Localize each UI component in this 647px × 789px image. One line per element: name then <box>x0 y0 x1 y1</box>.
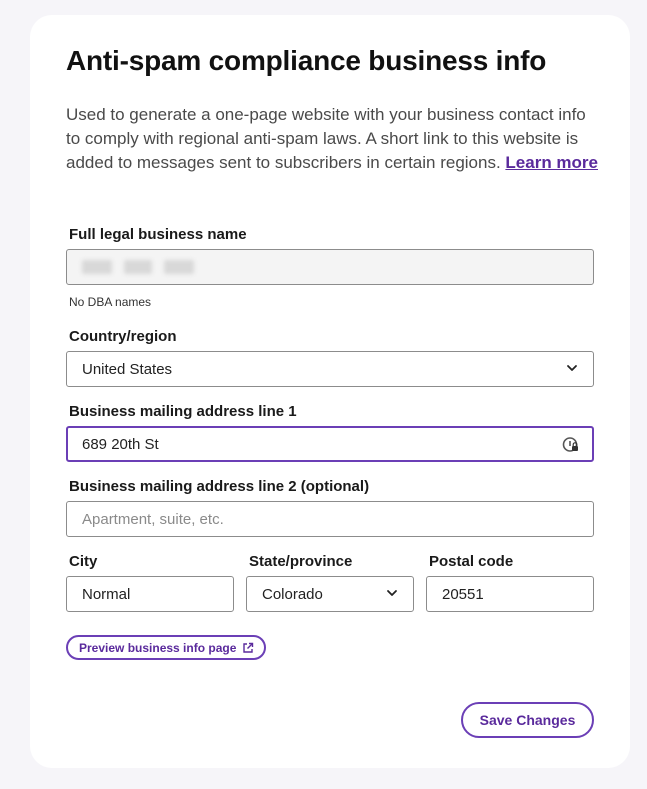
city-value: Normal <box>82 585 131 603</box>
address1-value: 689 20th St <box>82 435 159 453</box>
business-info-card <box>30 15 630 768</box>
country-select[interactable] <box>66 351 594 387</box>
preview-business-info-button[interactable] <box>66 635 266 660</box>
business-name-hint: No DBA names <box>69 295 152 309</box>
description <box>66 103 598 175</box>
external-link-icon <box>242 642 254 654</box>
state-label: State/province <box>249 553 353 570</box>
city-input[interactable] <box>66 576 234 612</box>
address2-input[interactable] <box>66 501 594 537</box>
save-changes-button[interactable]: Save Changes <box>461 702 594 738</box>
address1-input[interactable] <box>66 426 594 462</box>
learn-more-link[interactable]: Learn more <box>505 153 598 172</box>
chevron-down-icon <box>565 361 579 375</box>
page-title: Anti-spam compliance business info <box>66 45 547 76</box>
address1-label: Business mailing address line 1 <box>69 403 297 420</box>
chevron-down-icon <box>385 586 399 600</box>
address2-label: Business mailing address line 2 (optional) <box>69 478 370 495</box>
description-text: Used to generate a one-page website with your business contact info to comply with regional anti-spam laws. A short link to this website is added to messages sent to subscribers in certain regions. <box>66 105 586 172</box>
state-select[interactable] <box>246 576 414 612</box>
country-label: Country/region <box>69 328 177 345</box>
state-value: Colorado <box>262 585 323 603</box>
country-value: United States <box>82 360 173 378</box>
business-name-input[interactable] <box>66 249 594 285</box>
preview-button-label: Preview business info page <box>79 640 237 655</box>
address2-placeholder: Apartment, suite, etc. <box>82 510 224 528</box>
postal-value: 20551 <box>442 585 484 603</box>
postal-input[interactable] <box>426 576 594 612</box>
redacted-business-name <box>82 260 194 274</box>
password-manager-icon[interactable] <box>562 436 580 454</box>
postal-label: Postal code <box>429 553 514 570</box>
city-label: City <box>69 553 98 570</box>
business-name-label: Full legal business name <box>69 226 247 243</box>
